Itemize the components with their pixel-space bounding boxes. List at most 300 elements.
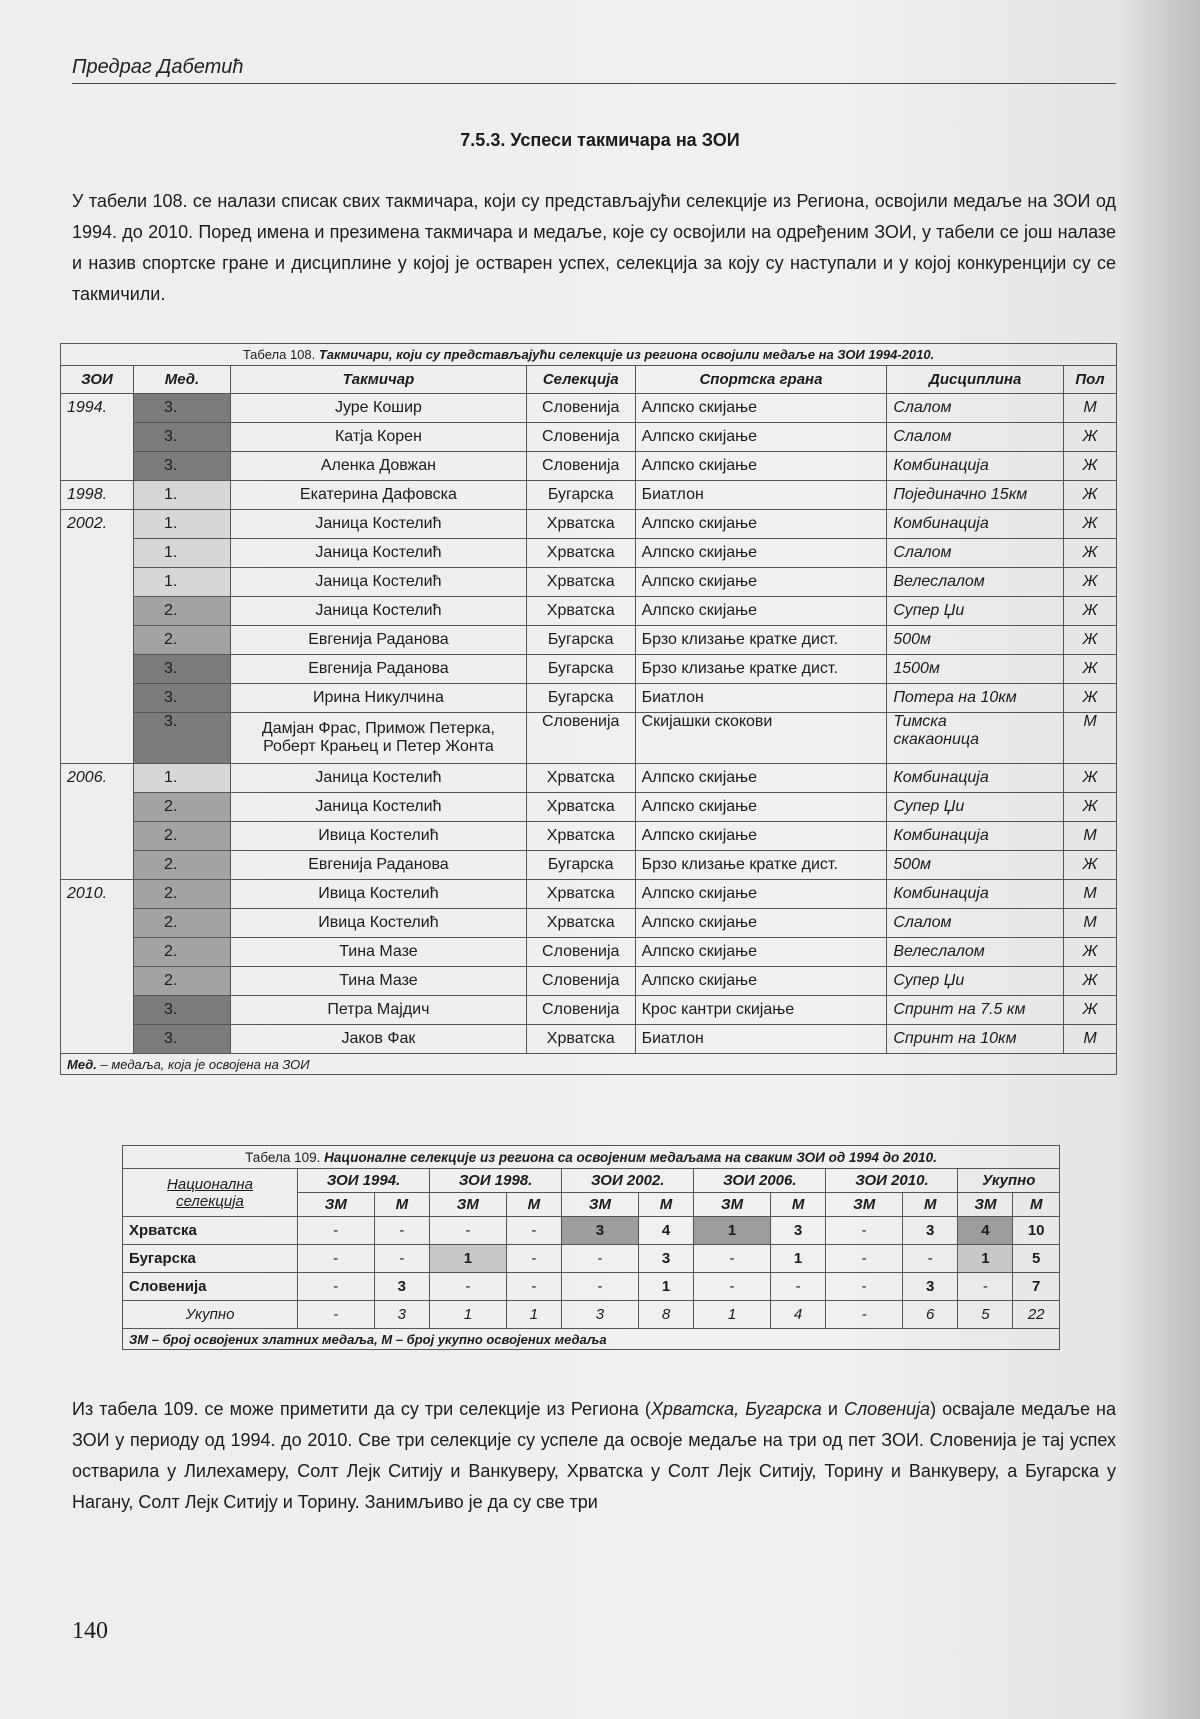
medal-cell: 1.	[134, 539, 231, 568]
selection-cell: Бугарска	[526, 851, 635, 880]
sex-cell: Ж	[1064, 996, 1117, 1025]
olympics-year-cell	[61, 967, 134, 996]
discipline-cell	[887, 851, 1064, 880]
athlete-name: Аленка Довжан	[320, 457, 436, 474]
medal-cell: 2.	[134, 880, 231, 909]
sport-cell: Алпско скијање	[635, 764, 887, 793]
table-109-games-header: ЗОИ 2006.	[694, 1169, 826, 1193]
olympics-year-cell	[61, 568, 134, 597]
athlete-name: Јаков Фак	[341, 1030, 416, 1047]
sport-cell: Скијашки скокови	[635, 713, 887, 764]
table-108-header-cell: ЗОИ	[61, 366, 134, 394]
discipline-cell	[887, 996, 1064, 1025]
athlete-name: Екатерина Дафовска	[299, 486, 457, 503]
discipline-cell	[887, 597, 1064, 626]
athlete-cell	[231, 452, 527, 481]
sport-cell: Алпско скијање	[635, 793, 887, 822]
olympics-year-cell: 1998.	[61, 481, 134, 510]
table-109-country-header-line1: Национална	[167, 1175, 253, 1193]
table-109-country-header	[123, 1169, 298, 1217]
table-row	[61, 626, 1117, 655]
running-header: Предраг Дабетић	[72, 56, 1116, 84]
sex-cell: Ж	[1064, 764, 1117, 793]
athlete-cell	[231, 481, 527, 510]
sport-cell: Биатлон	[635, 481, 887, 510]
medal-count-cell: 1	[694, 1217, 771, 1245]
table-109-body	[123, 1217, 1060, 1329]
sex-cell: Ж	[1064, 568, 1117, 597]
table-109-caption-row	[123, 1146, 1060, 1169]
selection-cell: Словенија	[526, 713, 635, 764]
medal-count-cell: 3	[374, 1273, 430, 1301]
sport-cell: Крос кантри скијање	[635, 996, 887, 1025]
table-row	[61, 793, 1117, 822]
medal-cell: 3.	[134, 996, 231, 1025]
discipline-cell	[887, 938, 1064, 967]
table-row	[61, 510, 1117, 539]
selection-cell: Хрватска	[526, 510, 635, 539]
table-109-games-header: ЗОИ 1994.	[298, 1169, 430, 1193]
selection-cell: Хрватска	[526, 1025, 635, 1054]
discipline-name: Комбинација	[893, 885, 989, 902]
discipline-cell	[887, 539, 1064, 568]
athlete-name-cont: Роберт Крањец и Петер Жонта	[263, 738, 494, 755]
table-109-caption-title: Националне селекције из региона са освојеним медаљама на сваким ЗОИ од 1994 до 2010.	[324, 1149, 937, 1165]
discipline-name: Слалом	[893, 428, 952, 445]
discipline-cell	[887, 423, 1064, 452]
medal-count-cell: -	[298, 1245, 375, 1273]
medal-count-cell: 1	[638, 1273, 694, 1301]
sex-cell: Ж	[1064, 597, 1117, 626]
total-label-cell: Укупно	[123, 1301, 298, 1329]
sport-cell: Алпско скијање	[635, 938, 887, 967]
table-109-note: ЗМ – број освојених златних медаља, М – број укупно освојених медаља	[123, 1329, 1060, 1350]
olympics-year-cell: 2010.	[61, 880, 134, 909]
selection-cell: Хрватска	[526, 539, 635, 568]
table-row	[61, 539, 1117, 568]
discipline-name: 500м	[893, 631, 931, 648]
total-count-cell: 8	[638, 1301, 694, 1329]
selection-cell: Хрватска	[526, 822, 635, 851]
medal-count-cell: -	[958, 1273, 1013, 1301]
total-count-cell: -	[826, 1301, 903, 1329]
sport-cell: Алпско скијање	[635, 967, 887, 996]
table-109-gold-header: ЗМ	[298, 1193, 375, 1217]
sex-cell: М	[1064, 880, 1117, 909]
discipline-cell	[887, 452, 1064, 481]
medal-count-cell: -	[902, 1245, 958, 1273]
table-109-gold-header: ЗМ	[826, 1193, 903, 1217]
athlete-name: Јаница Костелић	[315, 602, 442, 619]
table-row	[61, 597, 1117, 626]
athlete-cell	[231, 938, 527, 967]
medal-cell: 2.	[134, 793, 231, 822]
table-109-gold-header: ЗМ	[562, 1193, 639, 1217]
athlete-name: Евгенија Раданова	[308, 856, 449, 873]
discipline-name: Тимска	[893, 713, 947, 730]
table-109-games-header: ЗОИ 1998.	[430, 1169, 562, 1193]
table-109-caption-prefix: Табела 109.	[245, 1149, 325, 1165]
medal-count-cell: -	[506, 1273, 562, 1301]
medal-cell: 2.	[134, 851, 231, 880]
olympics-year-cell: 2002.	[61, 510, 134, 539]
olympics-year-cell	[61, 626, 134, 655]
olympics-year-cell	[61, 822, 134, 851]
table-row	[61, 967, 1117, 996]
athlete-cell	[231, 539, 527, 568]
table-109-games-header: ЗОИ 2010.	[826, 1169, 958, 1193]
athlete-name: Евгенија Раданова	[308, 660, 449, 677]
table-row	[61, 423, 1117, 452]
athlete-name: Јаница Костелић	[315, 798, 442, 815]
table-109-caption	[123, 1146, 1060, 1169]
table-109-gold-header: ЗМ	[430, 1193, 507, 1217]
table-108-caption-title: Такмичари, који су представљајући селекције из региона освојили медаље на ЗОИ 1994-2010.	[318, 347, 935, 362]
total-count-cell: 3	[562, 1301, 639, 1329]
table-row	[61, 880, 1117, 909]
discipline-name: Супер Џи	[893, 602, 965, 619]
sex-cell: Ж	[1064, 938, 1117, 967]
discipline-name-cont: скакаоница	[893, 731, 980, 748]
total-count-cell: 3	[374, 1301, 430, 1329]
discipline-name: 1500м	[893, 660, 940, 677]
selection-cell: Хрватска	[526, 597, 635, 626]
table-109-games-header: Укупно	[958, 1169, 1060, 1193]
sex-cell: Ж	[1064, 626, 1117, 655]
medal-count-cell: 5	[1013, 1245, 1060, 1273]
selection-cell: Словенија	[526, 394, 635, 423]
selection-cell: Бугарска	[526, 626, 635, 655]
sport-cell: Алпско скијање	[635, 822, 887, 851]
olympics-year-cell: 2006.	[61, 764, 134, 793]
olympics-year-cell	[61, 938, 134, 967]
athlete-cell	[231, 996, 527, 1025]
athlete-cell	[231, 568, 527, 597]
table-109-note-row	[123, 1329, 1060, 1350]
medal-cell: 2.	[134, 626, 231, 655]
athlete-cell	[231, 684, 527, 713]
discipline-name: Слалом	[893, 544, 952, 561]
medal-count-cell: -	[770, 1273, 826, 1301]
discipline-cell	[887, 793, 1064, 822]
discipline-cell	[887, 655, 1064, 684]
athlete-cell	[231, 851, 527, 880]
medal-count-cell: 7	[1013, 1273, 1060, 1301]
medal-count-cell: -	[562, 1245, 639, 1273]
sport-cell: Алпско скијање	[635, 597, 887, 626]
table-row-total	[123, 1301, 1060, 1329]
table-row	[123, 1245, 1060, 1273]
discipline-name: Спринт на 10км	[893, 1030, 1017, 1047]
discipline-name: Појединачно 15км	[893, 486, 1028, 503]
athlete-name: Јаница Костелић	[315, 515, 442, 532]
sex-cell: М	[1064, 713, 1117, 764]
sex-cell: Ж	[1064, 684, 1117, 713]
page-number: 140	[72, 1618, 108, 1644]
olympics-year-cell	[61, 597, 134, 626]
discipline-cell	[887, 626, 1064, 655]
discipline-name: Комбинација	[893, 457, 989, 474]
table-row	[61, 1025, 1117, 1054]
selection-cell: Словенија	[526, 938, 635, 967]
medal-cell: 2.	[134, 909, 231, 938]
sex-cell: М	[1064, 394, 1117, 423]
table-row	[61, 481, 1117, 510]
selection-cell: Бугарска	[526, 481, 635, 510]
analysis-text-c: и	[821, 1399, 844, 1419]
intro-paragraph: У табели 108. се налази списак свих такмичара, који су представљајући селекције из Региона, освојили медаље на ЗОИ од 1994. до 2010. Поред имена и презимена такмичара и медаље, које су освојили на одређеним ЗОИ, у табели се још налазе и назив спортске гране и дисциплине у којој је остварен успех, селекција за коју су наступали и у којој конкуренцији су се такмичили.	[72, 191, 1116, 304]
discipline-name: Спринт на 7.5 км	[893, 1001, 1026, 1018]
discipline-name: Супер Џи	[893, 798, 965, 815]
athlete-cell	[231, 713, 527, 764]
table-108-caption-prefix: Табела 108.	[242, 347, 319, 362]
athlete-cell	[231, 967, 527, 996]
analysis-text-b: Хрватска, Бугарска	[650, 1399, 822, 1419]
medal-count-cell: -	[694, 1245, 771, 1273]
medal-cell: 1.	[134, 481, 231, 510]
selection-cell: Бугарска	[526, 684, 635, 713]
analysis-text-a: Из табела 109. се може приметити да су три селекције из Региона (	[72, 1399, 651, 1419]
table-row	[61, 713, 1117, 764]
medal-count-cell: 4	[958, 1217, 1013, 1245]
medal-cell: 3.	[134, 423, 231, 452]
medal-count-cell: -	[374, 1217, 430, 1245]
medal-cell: 1.	[134, 764, 231, 793]
table-108-header-cell: Пол	[1064, 366, 1117, 394]
medal-count-cell: 3	[638, 1245, 694, 1273]
country-cell: Бугарска	[123, 1245, 298, 1273]
athlete-cell	[231, 423, 527, 452]
table-108-header-cell: Дисциплина	[887, 366, 1064, 394]
sex-cell: Ж	[1064, 539, 1117, 568]
selection-cell: Словенија	[526, 423, 635, 452]
selection-cell: Хрватска	[526, 880, 635, 909]
athlete-cell	[231, 822, 527, 851]
total-count-cell: 1	[506, 1301, 562, 1329]
table-row	[61, 996, 1117, 1025]
discipline-cell	[887, 764, 1064, 793]
table-108-header-cell: Мед.	[134, 366, 231, 394]
table-row	[123, 1217, 1060, 1245]
olympics-year-cell	[61, 423, 134, 452]
table-108-note	[61, 1054, 1117, 1075]
medal-cell: 2.	[134, 938, 231, 967]
athlete-cell	[231, 510, 527, 539]
medal-cell: 3.	[134, 713, 231, 764]
discipline-cell	[887, 684, 1064, 713]
olympics-year-cell	[61, 713, 134, 764]
sport-cell: Брзо клизање кратке дист.	[635, 626, 887, 655]
discipline-cell	[887, 1025, 1064, 1054]
table-109-games-header: ЗОИ 2002.	[562, 1169, 694, 1193]
medal-cell: 2.	[134, 967, 231, 996]
total-count-cell: 1	[430, 1301, 507, 1329]
table-108-header-cell: Такмичар	[231, 366, 527, 394]
table-109-medal-header: М	[1013, 1193, 1060, 1217]
total-count-cell: 1	[694, 1301, 771, 1329]
sport-cell: Алпско скијање	[635, 394, 887, 423]
selection-cell: Хрватска	[526, 793, 635, 822]
medal-count-cell: -	[826, 1245, 903, 1273]
discipline-cell	[887, 568, 1064, 597]
table-108	[60, 343, 1117, 1075]
table-109-medal-header: М	[374, 1193, 430, 1217]
athlete-cell	[231, 909, 527, 938]
sex-cell: Ж	[1064, 851, 1117, 880]
athlete-cell	[231, 1025, 527, 1054]
analysis-paragraph	[72, 1394, 1116, 1518]
table-row	[61, 764, 1117, 793]
olympics-year-cell	[61, 452, 134, 481]
olympics-year-cell	[61, 655, 134, 684]
analysis-text-d: Словенија	[843, 1399, 931, 1419]
sex-cell: Ж	[1064, 510, 1117, 539]
sex-cell: Ж	[1064, 452, 1117, 481]
sport-cell: Алпско скијање	[635, 568, 887, 597]
olympics-year-cell	[61, 909, 134, 938]
medal-count-cell: -	[374, 1245, 430, 1273]
medal-count-cell: -	[826, 1273, 903, 1301]
discipline-cell	[887, 510, 1064, 539]
discipline-name: 500м	[893, 856, 931, 873]
table-108-header-cell: Селекција	[526, 366, 635, 394]
athlete-cell	[231, 626, 527, 655]
table-108-caption-row	[61, 344, 1117, 366]
medal-cell: 3.	[134, 1025, 231, 1054]
discipline-name: Комбинација	[893, 769, 989, 786]
selection-cell: Хрватска	[526, 909, 635, 938]
discipline-cell	[887, 394, 1064, 423]
table-109	[122, 1145, 1060, 1350]
total-count-cell: 22	[1013, 1301, 1060, 1329]
medal-cell: 2.	[134, 597, 231, 626]
discipline-cell	[887, 880, 1064, 909]
medal-cell: 1.	[134, 568, 231, 597]
total-count-cell: 6	[902, 1301, 958, 1329]
discipline-name: Комбинација	[893, 827, 989, 844]
medal-cell: 3.	[134, 394, 231, 423]
discipline-name: Супер Џи	[893, 972, 965, 989]
athlete-name: Ивица Костелић	[318, 885, 439, 902]
table-108-note-text: – медаља, која је освојена на ЗОИ	[96, 1056, 310, 1072]
sport-cell: Алпско скијање	[635, 909, 887, 938]
discipline-cell	[887, 481, 1064, 510]
discipline-name: Велеслалом	[893, 573, 985, 590]
athlete-cell	[231, 394, 527, 423]
athlete-cell	[231, 655, 527, 684]
table-108-note-abbr: Мед.	[67, 1056, 97, 1072]
medal-count-cell: 1	[770, 1245, 826, 1273]
sport-cell: Брзо клизање кратке дист.	[635, 851, 887, 880]
athlete-name: Ивица Костелић	[318, 914, 439, 931]
table-109-gold-header: ЗМ	[694, 1193, 771, 1217]
sport-cell: Алпско скијање	[635, 539, 887, 568]
selection-cell: Словенија	[526, 967, 635, 996]
medal-cell: 3.	[134, 452, 231, 481]
sex-cell: Ж	[1064, 793, 1117, 822]
athlete-name: Јаница Костелић	[315, 573, 442, 590]
medal-count-cell: -	[430, 1217, 507, 1245]
analysis-text-e: ) освајале медаље на ЗОИ у периоду од 1994. до 2010. Све три селекције су успеле да освоје медаље на три од пет ЗОИ. Словенија је тај успех остварила у Лилехамеру, Солт Лејк Ситију и Ванкуверу, Хрватска у Солт Лејк Ситију, Торину и Ванкуверу, а Бугарска у Нагану, Солт Лејк Ситију и Торину. Занимљиво је да су све три	[72, 1399, 1116, 1512]
athlete-name: Ивица Костелић	[318, 827, 439, 844]
sex-cell: Ж	[1064, 967, 1117, 996]
sport-cell: Биатлон	[635, 1025, 887, 1054]
athlete-name: Дамјан Фрас, Примож Петерка,	[261, 720, 495, 737]
discipline-cell	[887, 713, 1064, 764]
medal-count-cell: 1	[430, 1245, 507, 1273]
discipline-cell	[887, 822, 1064, 851]
selection-cell: Словенија	[526, 996, 635, 1025]
table-109-medal-header: М	[770, 1193, 826, 1217]
athlete-name: Петра Мајдич	[327, 1001, 430, 1018]
sport-cell: Алпско скијање	[635, 423, 887, 452]
medal-count-cell: 1	[958, 1245, 1013, 1273]
medal-cell: 3.	[134, 684, 231, 713]
medal-count-cell: 3	[770, 1217, 826, 1245]
olympics-year-cell	[61, 851, 134, 880]
table-109-header-row-games	[123, 1169, 1060, 1193]
olympics-year-cell	[61, 793, 134, 822]
athlete-name: Јаница Костелић	[315, 544, 442, 561]
table-row	[61, 822, 1117, 851]
medal-count-cell: -	[826, 1217, 903, 1245]
total-count-cell: -	[298, 1301, 375, 1329]
medal-count-cell: -	[506, 1217, 562, 1245]
table-108-header-cell: Спортска грана	[635, 366, 887, 394]
olympics-year-cell: 1994.	[61, 394, 134, 423]
medal-cell: 1.	[134, 510, 231, 539]
olympics-year-cell	[61, 684, 134, 713]
medal-count-cell: -	[298, 1273, 375, 1301]
medal-count-cell: -	[298, 1217, 375, 1245]
table-row	[61, 851, 1117, 880]
olympics-year-cell	[61, 539, 134, 568]
table-row	[61, 684, 1117, 713]
athlete-name: Евгенија Раданова	[308, 631, 449, 648]
sex-cell: М	[1064, 822, 1117, 851]
table-108-body	[61, 394, 1117, 1054]
medal-count-cell: 4	[638, 1217, 694, 1245]
table-109-medal-header: М	[506, 1193, 562, 1217]
table-row	[123, 1273, 1060, 1301]
table-108-caption	[61, 344, 1117, 366]
discipline-cell	[887, 909, 1064, 938]
selection-cell: Хрватска	[526, 568, 635, 597]
sport-cell: Биатлон	[635, 684, 887, 713]
athlete-cell	[231, 764, 527, 793]
country-cell: Хрватска	[123, 1217, 298, 1245]
sport-cell: Алпско скијање	[635, 880, 887, 909]
athlete-name: Катја Корен	[334, 428, 422, 445]
medal-count-cell: -	[430, 1273, 507, 1301]
medal-count-cell: 3	[562, 1217, 639, 1245]
sex-cell: М	[1064, 909, 1117, 938]
discipline-name: Слалом	[893, 914, 952, 931]
athlete-cell	[231, 793, 527, 822]
discipline-name: Комбинација	[893, 515, 989, 532]
discipline-cell	[887, 967, 1064, 996]
athlete-name: Тина Мазе	[339, 943, 418, 960]
discipline-name: Слалом	[893, 399, 952, 416]
sex-cell: М	[1064, 1025, 1117, 1054]
section-title: 7.5.3. Успеси такмичара на ЗОИ	[460, 130, 740, 150]
country-cell: Словенија	[123, 1273, 298, 1301]
medal-cell: 3.	[134, 655, 231, 684]
olympics-year-cell	[61, 1025, 134, 1054]
selection-cell: Словенија	[526, 452, 635, 481]
table-109-medal-header: М	[902, 1193, 958, 1217]
medal-count-cell: -	[506, 1245, 562, 1273]
